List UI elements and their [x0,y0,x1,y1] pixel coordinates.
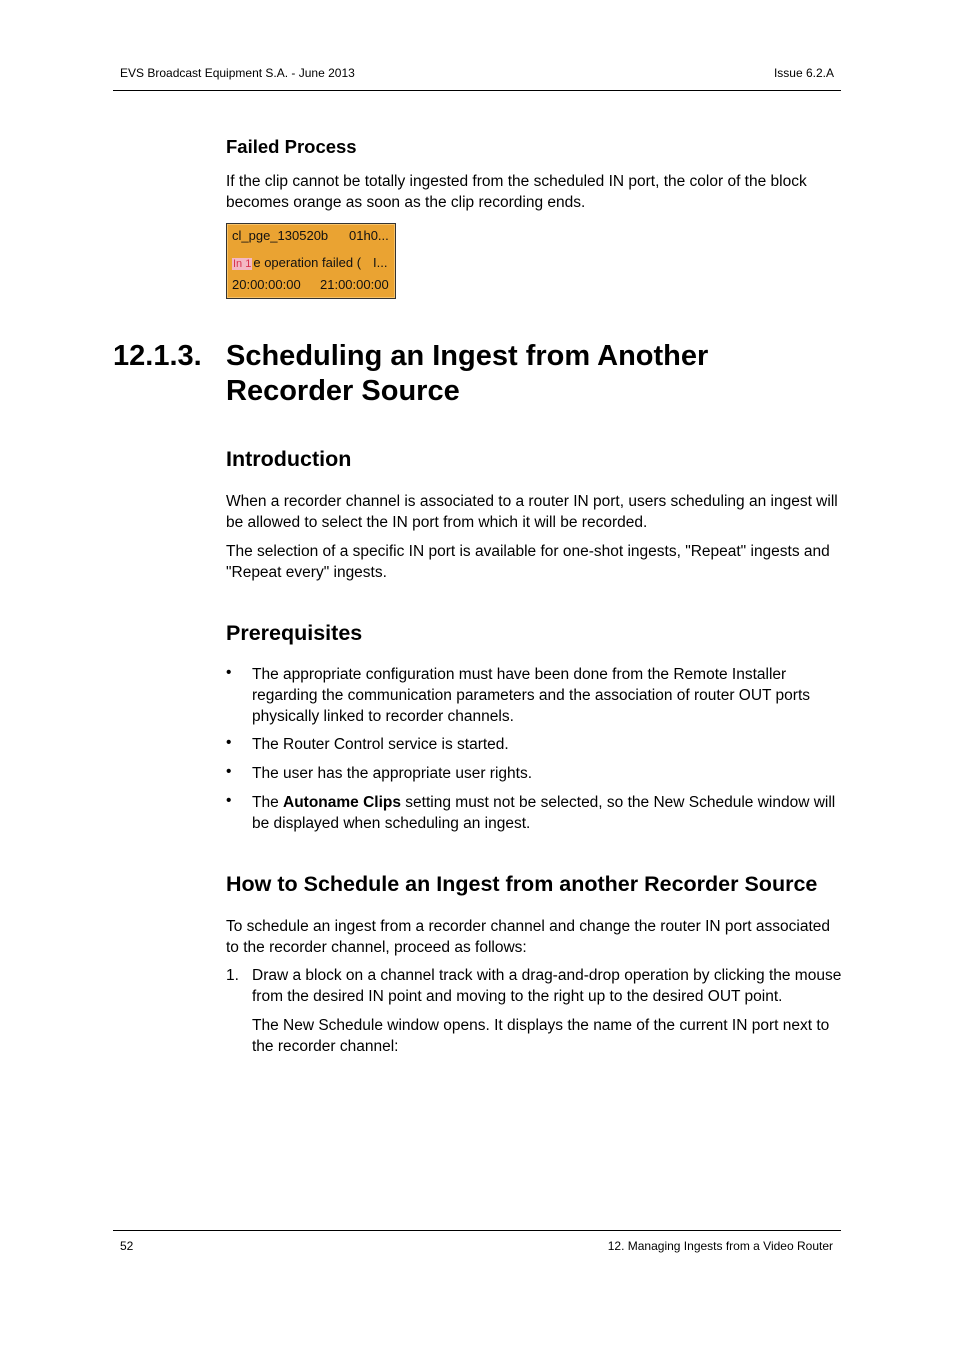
block-status: e operation failed ( [253,255,362,270]
footer-chapter: 12. Managing Ingests from a Video Router [607,1239,833,1253]
section-title-line2: Recorder Source [226,375,460,407]
prereq-item-4-pre: The [252,794,284,811]
section-title-line1: Scheduling an Ingest from Another [226,340,709,372]
failed-ingest-block [226,223,396,299]
step-number: 1. [226,967,239,984]
header-rule [113,90,841,91]
block-status-line [232,255,361,270]
block-end-time: 21:00:00:00 [320,277,389,292]
block-start-time: 20:00:00:00 [232,277,301,292]
prereq-item-4-post: setting must not be selected, so the New Schedule window will be displayed when scheduling an ingest. [252,794,836,832]
howto-intro: To schedule an ingest from a recorder channel and change the router IN port associated to the recorder channel, proceed as follows: [226,918,831,956]
intro-paragraph-1: When a recorder channel is associated to a router IN port, users scheduling an ingest will be allowed to select the IN port from which it will be recorded. [226,493,838,531]
autoname-clips-setting: Autoname Clips [283,794,401,811]
section-number: 12.1.3. [113,340,202,372]
header-left: EVS Broadcast Equipment S.A. - June 2013 [120,66,355,80]
prerequisites-heading: Prerequisites [226,621,363,645]
block-clip-name: cl_pge_130520b [232,228,329,243]
introduction-heading: Introduction [226,447,352,471]
prereq-item-3: The user has the appropriate user rights. [252,765,533,782]
header-right: Issue 6.2.A [773,66,834,80]
prereq-item-2: The Router Control service is started. [252,736,509,753]
failed-process-heading: Failed Process [226,136,357,157]
block-status-end: I... [373,255,388,270]
howto-heading: How to Schedule an Ingest from another Recorder Source [226,872,818,896]
block-duration: 01h0... [349,228,389,243]
failed-process-paragraph: If the clip cannot be totally ingested from the scheduled IN port, the color of the block becomes orange as soon as the clip recording ends. [226,173,807,211]
step-1-text: Draw a block on a channel track with a drag-and-drop operation by clicking the mouse from the desired IN point and moving to the right up to the desired OUT point. [252,967,842,1005]
footer-rule [113,1230,841,1231]
prereq-item-4 [252,792,844,834]
bullet-marker: • [226,792,232,809]
bullet-marker: • [226,664,232,681]
page-number: 52 [120,1239,134,1253]
bullet-marker: • [226,763,232,780]
bullet-marker: • [226,734,232,751]
in-port-tag: In 1 [233,258,252,270]
step-1-note: The New Schedule window opens. It displays the name of the current IN port next to the recorder channel: [252,1017,830,1055]
intro-paragraph-2: The selection of a specific IN port is available for one-shot ingests, "Repeat" ingests and "Repeat every" ingests. [226,543,830,581]
prereq-item-1: The appropriate configuration must have been done from the Remote Installer regarding the communication parameters and the association of router OUT ports physically linked to recorder channels. [252,666,810,725]
